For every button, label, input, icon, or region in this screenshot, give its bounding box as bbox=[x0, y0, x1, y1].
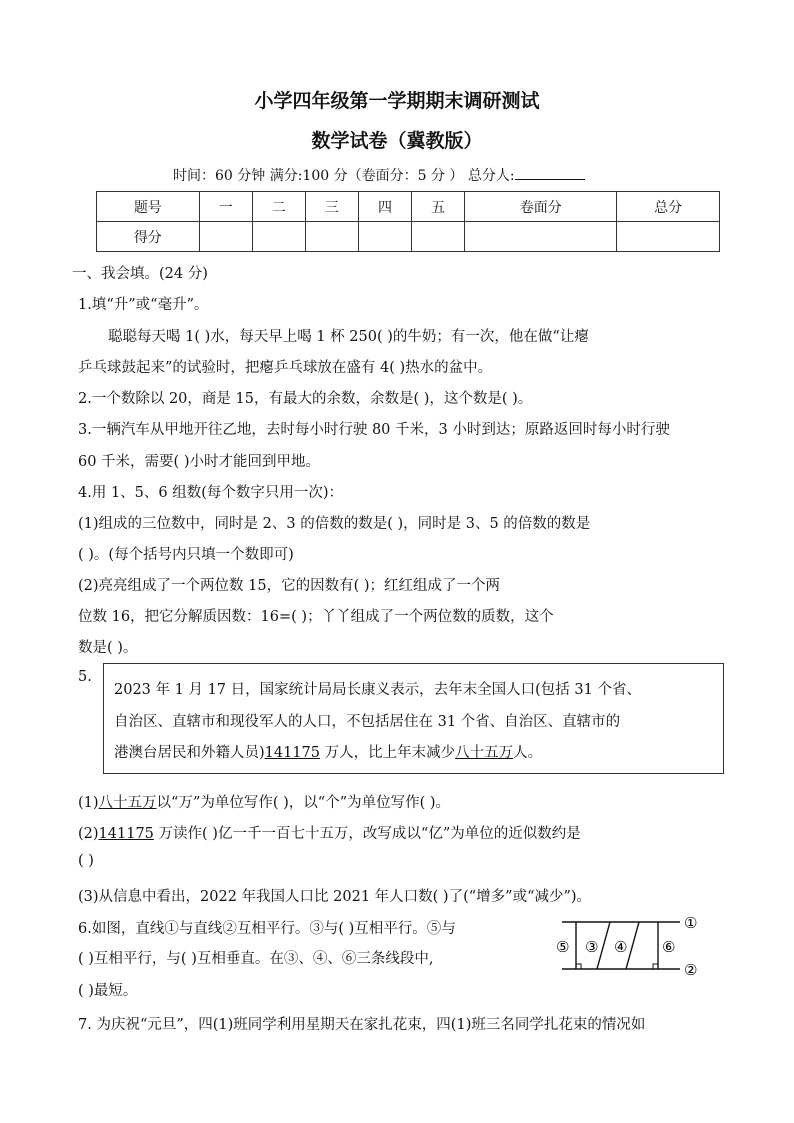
section-title: 一、我会填。(24 分) bbox=[72, 266, 208, 282]
exam-title: 小学四年级第一学期期末调研测试 bbox=[254, 90, 540, 112]
q1-stem: 1.填“升”或“毫升”。 bbox=[78, 297, 209, 313]
text: (2) bbox=[78, 826, 99, 842]
underlined-number: 141175 bbox=[264, 745, 321, 761]
q1-line1: 聪聪每天喝 1( )水，每天早上喝 1 杯 250( )的牛奶；有一次，他在做“让瘪 bbox=[108, 329, 589, 345]
table-cell: 总分 bbox=[617, 192, 720, 222]
exam-meta bbox=[173, 165, 585, 185]
q2: 2.一个数除以 20，商是 15，有最大的余数，余数是( )，这个数是( )。 bbox=[78, 391, 533, 407]
score-blank[interactable] bbox=[412, 222, 465, 252]
score-blank[interactable] bbox=[465, 222, 617, 252]
score-table bbox=[96, 191, 720, 252]
q6-line1: 6.如图，直线①与直线②互相平行。③与( )互相平行。⑤与 bbox=[78, 921, 456, 937]
table-cell: 得分 bbox=[97, 222, 200, 252]
q7: 7. 为庆祝“元旦”，四(1)班同学利用星期天在家扎花束，四(1)班三名同学扎花束的情况如 bbox=[78, 1017, 646, 1033]
q4-p2-line1: (2)亮亮组成了一个两位数 15，它的因数有( )；红红组成了一个两 bbox=[78, 578, 501, 594]
text: 万人，比上年末减少 bbox=[320, 745, 456, 761]
q5-p3: (3)从信息中看出，2022 年我国人口比 2021 年人口数( )了(“增多”或“减少”)。 bbox=[78, 889, 592, 905]
table-cell: 四 bbox=[358, 192, 411, 222]
q4-p1-line1: (1)组成的三位数中，同时是 2、3 的倍数的数是( )，同时是 3、5 的倍数的数是 bbox=[78, 516, 591, 532]
right-angle-mark-6 bbox=[653, 964, 658, 969]
score-table-header-row bbox=[97, 192, 720, 222]
q5-p2 bbox=[78, 822, 581, 843]
score-blank[interactable] bbox=[617, 222, 720, 252]
table-cell: 题号 bbox=[97, 192, 200, 222]
underlined-number: 141175 bbox=[98, 826, 154, 842]
score-table-score-row bbox=[97, 222, 720, 252]
q4-p2-line2: 位数 16，把它分解质因数：16=( )；丫丫组成了一个两位数的质数，这个 bbox=[78, 609, 554, 625]
q5-box-line1: 2023 年 1 月 17 日，国家统计局局长康义表示，去年末全国人口(包括 31 个省、 bbox=[114, 682, 641, 698]
q3-line1: 3.一辆汽车从甲地开往乙地，去时每小时行驶 80 千米，3 小时到达；原路返回时每小时行驶 bbox=[78, 422, 670, 438]
grader-blank[interactable] bbox=[515, 165, 585, 180]
parallel-lines-figure bbox=[552, 912, 712, 982]
right-angle-mark-5 bbox=[576, 964, 581, 969]
underlined-number: 八十五万 bbox=[98, 795, 157, 811]
label-3: ③ bbox=[585, 938, 599, 956]
q5-p2-line2: ( ) bbox=[78, 853, 94, 869]
label-2: ② bbox=[684, 961, 698, 979]
q4-p2-line3: 数是( )。 bbox=[78, 640, 138, 656]
score-blank[interactable] bbox=[358, 222, 411, 252]
score-blank[interactable] bbox=[305, 222, 358, 252]
q5-box-line2: 自治区、直辖市和现役军人的人口，不包括居住在 31 个省、自治区、直辖市的 bbox=[114, 714, 621, 730]
q4-p1-line2: ( )。(每个括号内只填一个数即可) bbox=[78, 547, 294, 563]
table-cell: 三 bbox=[305, 192, 358, 222]
label-4: ④ bbox=[614, 938, 628, 956]
segment-3 bbox=[597, 922, 610, 969]
label-6: ⑥ bbox=[662, 938, 676, 956]
q5-number: 5. bbox=[78, 669, 92, 685]
exam-meta-text: 时间：60 分钟 满分:100 分（卷面分：5 分 ） 总分人: bbox=[173, 168, 515, 184]
underlined-number: 八十五万 bbox=[455, 745, 514, 761]
q5-p1 bbox=[78, 791, 450, 812]
score-blank[interactable] bbox=[252, 222, 305, 252]
table-cell: 卷面分 bbox=[465, 192, 617, 222]
text: 港澳台居民和外籍人员) bbox=[114, 745, 265, 761]
text: 人。 bbox=[513, 745, 543, 761]
table-cell: 五 bbox=[412, 192, 465, 222]
q6-line3: ( )最短。 bbox=[78, 983, 138, 999]
segment-4 bbox=[626, 922, 639, 969]
label-5: ⑤ bbox=[556, 938, 570, 956]
q1-line2: 乒乓球鼓起来”的试验时，把瘪乒乓球放在盛有 4( )热水的盆中。 bbox=[78, 360, 493, 376]
q3-line2: 60 千米，需要( )小时才能回到甲地。 bbox=[78, 454, 320, 470]
score-blank[interactable] bbox=[199, 222, 252, 252]
q6-line2: ( )互相平行，与( )互相垂直。在③、④、⑥三条线段中, bbox=[78, 951, 434, 967]
q5-box-line3 bbox=[114, 741, 542, 762]
text: 万读作( )亿一千一百七十五万，改写成以“亿”为单位的近似数约是 bbox=[153, 826, 581, 842]
table-cell: 二 bbox=[252, 192, 305, 222]
exam-subtitle: 数学试卷（冀教版） bbox=[311, 130, 483, 152]
q4-stem: 4.用 1、5、6 组数(每个数字只用一次)： bbox=[78, 485, 344, 501]
text: (1) bbox=[78, 795, 99, 811]
table-cell: 一 bbox=[199, 192, 252, 222]
label-1: ① bbox=[684, 914, 698, 932]
text: 以“万”为单位写作( )，以“个”为单位写作( )。 bbox=[156, 795, 451, 811]
